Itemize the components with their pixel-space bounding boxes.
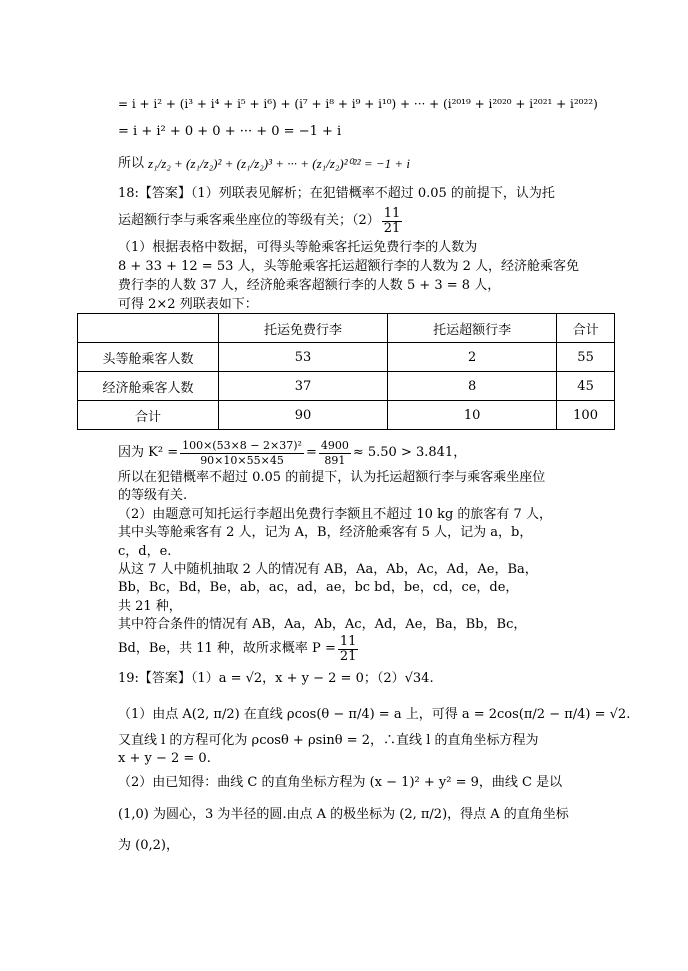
q18-answer-line1: 18:【答案】（1）列联表见解析；在犯错概率不超过 0.05 的前提下，认为托 [118,186,555,201]
line-1: = i + i² + (i³ + i⁴ + i⁵ + i⁶) + (i⁷ + i⁸ + i⁹ + i¹⁰) + ··· + (i²⁰¹⁹ + i²⁰²⁰ + i²⁰²¹ + i²⁰²²) [118,97,598,111]
part2-line6: 共 21 种， [118,599,182,614]
k2-equals: = [305,445,317,460]
fraction-numerator: 11 [383,205,401,221]
table-cell: 2 [388,343,557,372]
q19-part2-line1: （2）由已知得：曲线 C 的直角坐标方程为 (x − 1)² + y² = 9，曲线 C 是以 [118,775,563,790]
fraction-denominator: 891 [324,453,346,467]
part2-line3: c，d，e. [118,544,172,559]
table-cell: 55 [557,343,615,372]
part1-line4: 可得 2×2 列联表如下： [118,297,258,312]
part1-line3: 费行李的人数 37 人，经济舱乘客超额行李的人数 5 + 3 = 8 人， [118,278,501,293]
q19-part2-line3: 为 (0,2)， [118,838,179,853]
k2-prefix: 因为 K² = [118,445,179,460]
table-header-cell: 托运免费行李 [219,314,388,343]
k2-fraction-2 [319,439,351,468]
q18-answer-line2 [118,206,404,236]
part1-line2: 8 + 33 + 12 = 53 人，头等舱乘客托运超额行李的人数为 2 人，经济舱乘客免 [118,259,580,274]
table-header-cell: 托运超额行李 [388,314,557,343]
fraction-denominator: 21 [383,220,401,236]
fraction-denominator: 90×10×55×45 [200,453,284,467]
fraction-numerator: 4900 [320,438,349,452]
table-header-cell: 合计 [557,314,615,343]
conclusion-line2: 的等级有关. [118,488,188,503]
line-3 [118,144,410,184]
fraction-numerator: 11 [339,633,357,649]
table-row [78,343,615,372]
part2-line8 [118,634,360,664]
line-3-expression: z₁/z₂ + (z₁/z₂)² + (z₁/z₂)³ + ··· + (z₁/z₂)²⁰²² = −1 + i [148,156,411,171]
q19-answer: 19:【答案】（1）a = √2，x + y − 2 = 0；（2）√34. [118,671,434,686]
table-cell: 45 [557,372,615,401]
table-cell: 合计 [78,401,219,430]
probability-text: Bd，Be，共 11 种，故所求概率 P = [118,641,336,656]
table-cell: 经济舱乘客人数 [78,372,219,401]
table-cell: 53 [219,343,388,372]
part2-line2: 其中头等舱乘客有 2 人，记为 A，B，经济舱乘客有 5 人，记为 a，b， [118,525,533,540]
q18-answer-fraction [382,207,403,236]
q19-part1-line2: 又直线 l 的方程可化为 ρcosθ + ρsinθ = 2，∴直线 l 的直角坐标方程为 [118,733,539,748]
conclusion-line1: 所以在犯错概率不超过 0.05 的前提下，认为托运超额行李与乘客乘坐座位 [118,470,546,485]
table-header-cell [78,314,219,343]
fraction-denominator: 21 [339,648,357,664]
table-row [78,401,615,430]
part2-line4: 从这 7 人中随机抽取 2 人的情况有 AB，Aa，Ab，Ac，Ad，Ae，Ba， [118,562,538,577]
table-header-row [78,314,615,343]
q19-part2-line2: (1,0) 为圆心，3 为半径的圆.由点 A 的极坐标为 (2, π/2)，得点 A 的直角坐标 [118,807,569,822]
contingency-table [77,313,615,430]
table-row [78,372,615,401]
part2-line5: Bb，Bc，Bd，Be，ab，ac，ad，ae，bc bd，be，cd，ce，de， [118,580,519,595]
q19-part1-line3: x + y − 2 = 0. [118,751,211,766]
q19-part1-line1: （1）由点 A(2, π/2) 在直线 ρcos(θ − π/4) = a 上，可得 a = 2cos(π/2 − π/4) = √2. [118,707,631,722]
probability-fraction [338,635,359,664]
q18-answer-text: 运超额行李与乘客乘坐座位的等级有关；（2） [118,213,380,228]
table-cell: 90 [219,401,388,430]
table-cell: 头等舱乘客人数 [78,343,219,372]
table-cell: 100 [557,401,615,430]
table-cell: 37 [219,372,388,401]
line-2: = i + i² + 0 + 0 + ··· + 0 = −1 + i [118,124,342,139]
part2-line1: （2）由题意可知托运行李超出免费行李额且不超过 10 kg 的旅客有 7 人， [118,507,552,522]
fraction-numerator: 100×(53×8 − 2×37)² [182,438,302,452]
part2-line7: 其中符合条件的情况有 AB，Aa，Ab，Ac，Ad，Ae，Ba，Bb，Bc， [118,617,527,632]
k2-line [118,438,466,468]
part1-line1: （1）根据表格中数据，可得头等舱乘客托运免费行李的人数为 [118,240,478,255]
line-3-prefix: 所以 [118,156,145,171]
k2-fraction-1 [180,439,304,468]
table-cell: 8 [388,372,557,401]
k2-tail: ≈ 5.50 > 3.841， [352,445,467,460]
table-cell: 10 [388,401,557,430]
